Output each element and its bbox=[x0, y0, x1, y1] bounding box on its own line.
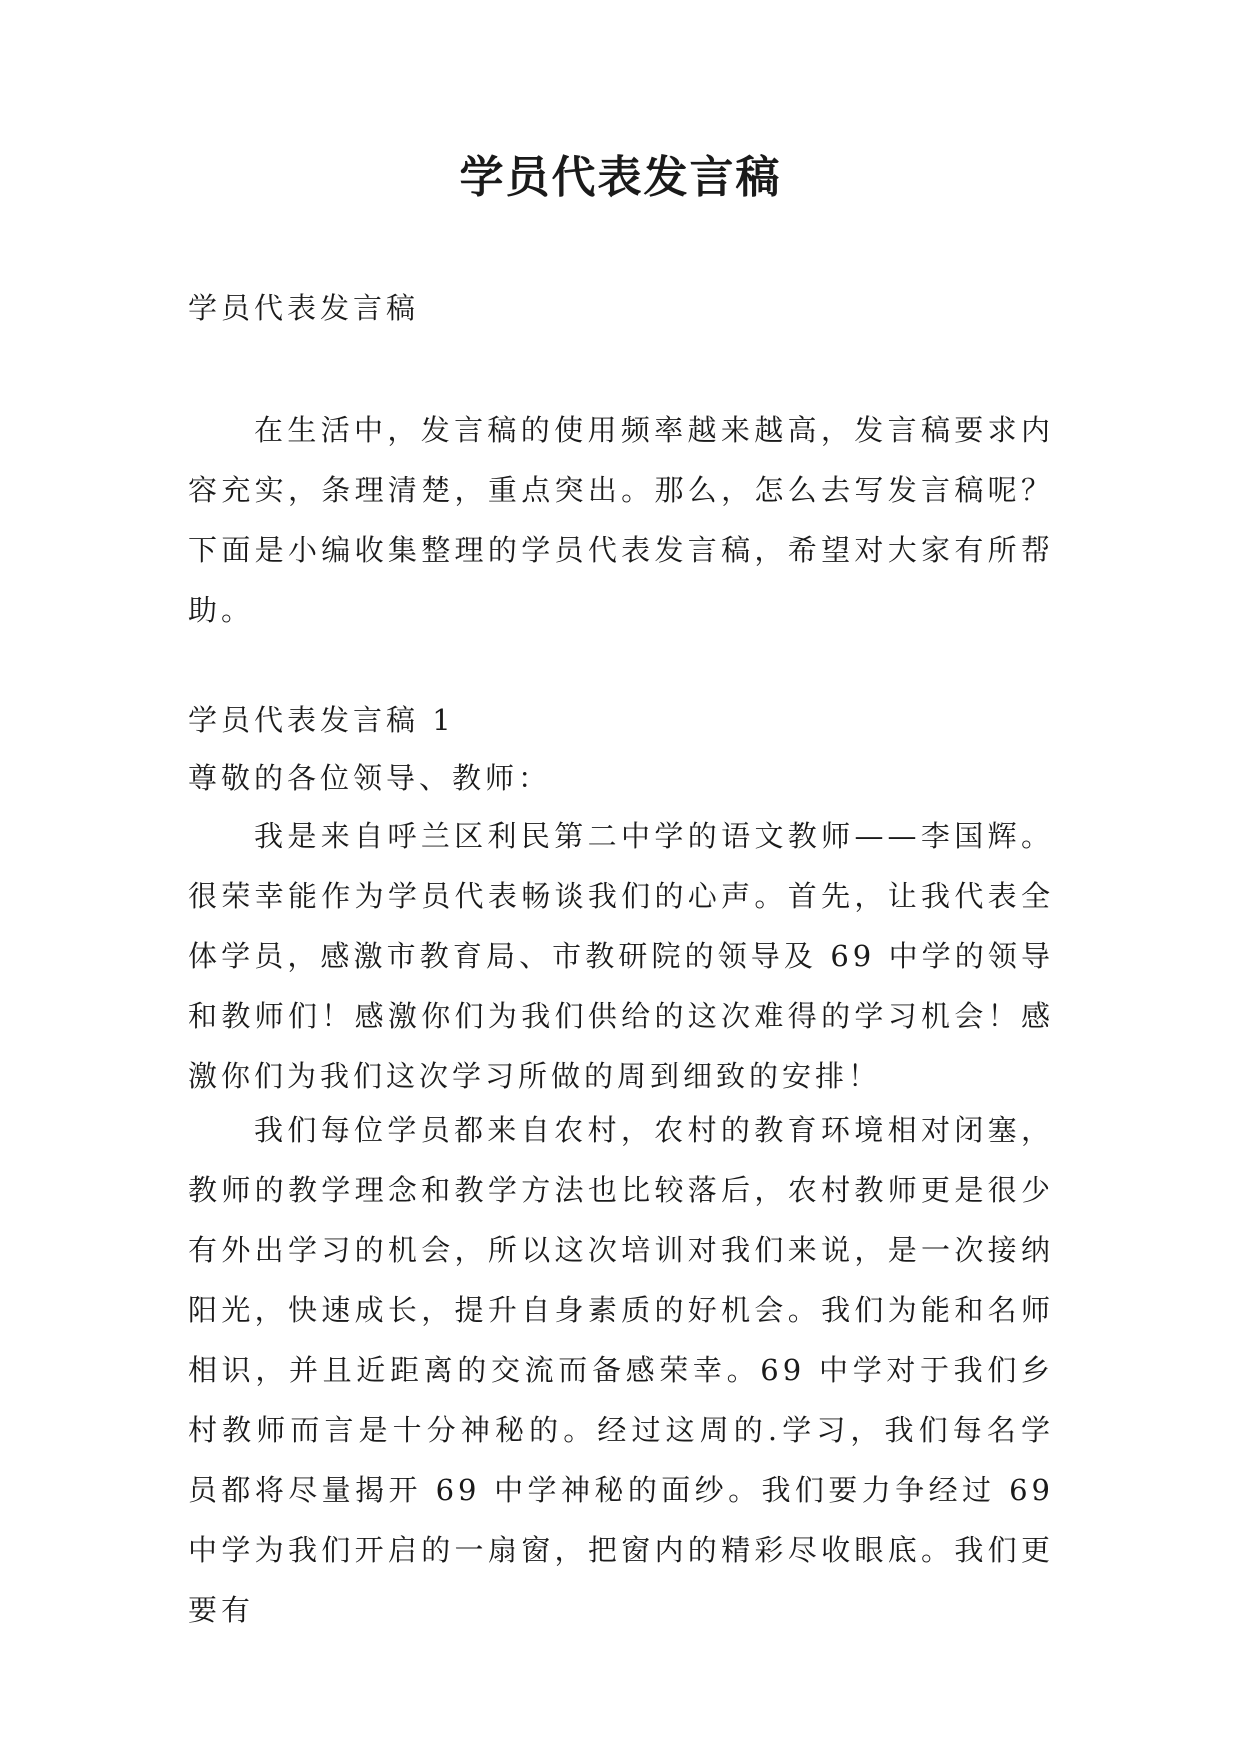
body-paragraph: 我是来自呼兰区利民第二中学的语文教师——李国辉。很荣幸能作为学员代表畅谈我们的心声。首先，让我代表全体学员，感激市教育局、市教研院的领导及 69 中学的领导和教师们！感激你们为我们供给的这次难得的学习机会！感激你们为我们这次学习所做的周到细致的安排！ bbox=[188, 819, 1054, 1093]
intro-paragraph: 在生活中，发言稿的使用频率越来越高，发言稿要求内容充实，条理清楚，重点突出。那么，怎么去写发言稿呢？下面是小编收集整理的学员代表发言稿，希望对大家有所帮助。 bbox=[188, 413, 1054, 627]
greeting-line: 尊敬的各位领导、教师： bbox=[188, 761, 552, 795]
document-title: 学员代表发言稿 bbox=[459, 152, 782, 203]
section-title: 学员代表发言稿 1 bbox=[188, 703, 455, 737]
document-subtitle: 学员代表发言稿 bbox=[188, 291, 420, 325]
body-paragraph: 我们每位学员都来自农村，农村的教育环境相对闭塞，教师的教学理念和教学方法也比较落后，农村教师更是很少有外出学习的机会，所以这次培训对我们来说，是一次接纳阳光，快速成长，提升自身素质的好机会。我们为能和名师相识，并且近距离的交流而备感荣幸。69 中学对于我们乡村教师而言是十分神秘的。经过这周的.学习，我们每名学员都将尽量揭开 69 中学神秘的面纱。我们要力争经过 69 中学为我们开启的一扇窗，把窗内的精彩尽收眼底。我们更要有 bbox=[188, 1113, 1054, 1627]
